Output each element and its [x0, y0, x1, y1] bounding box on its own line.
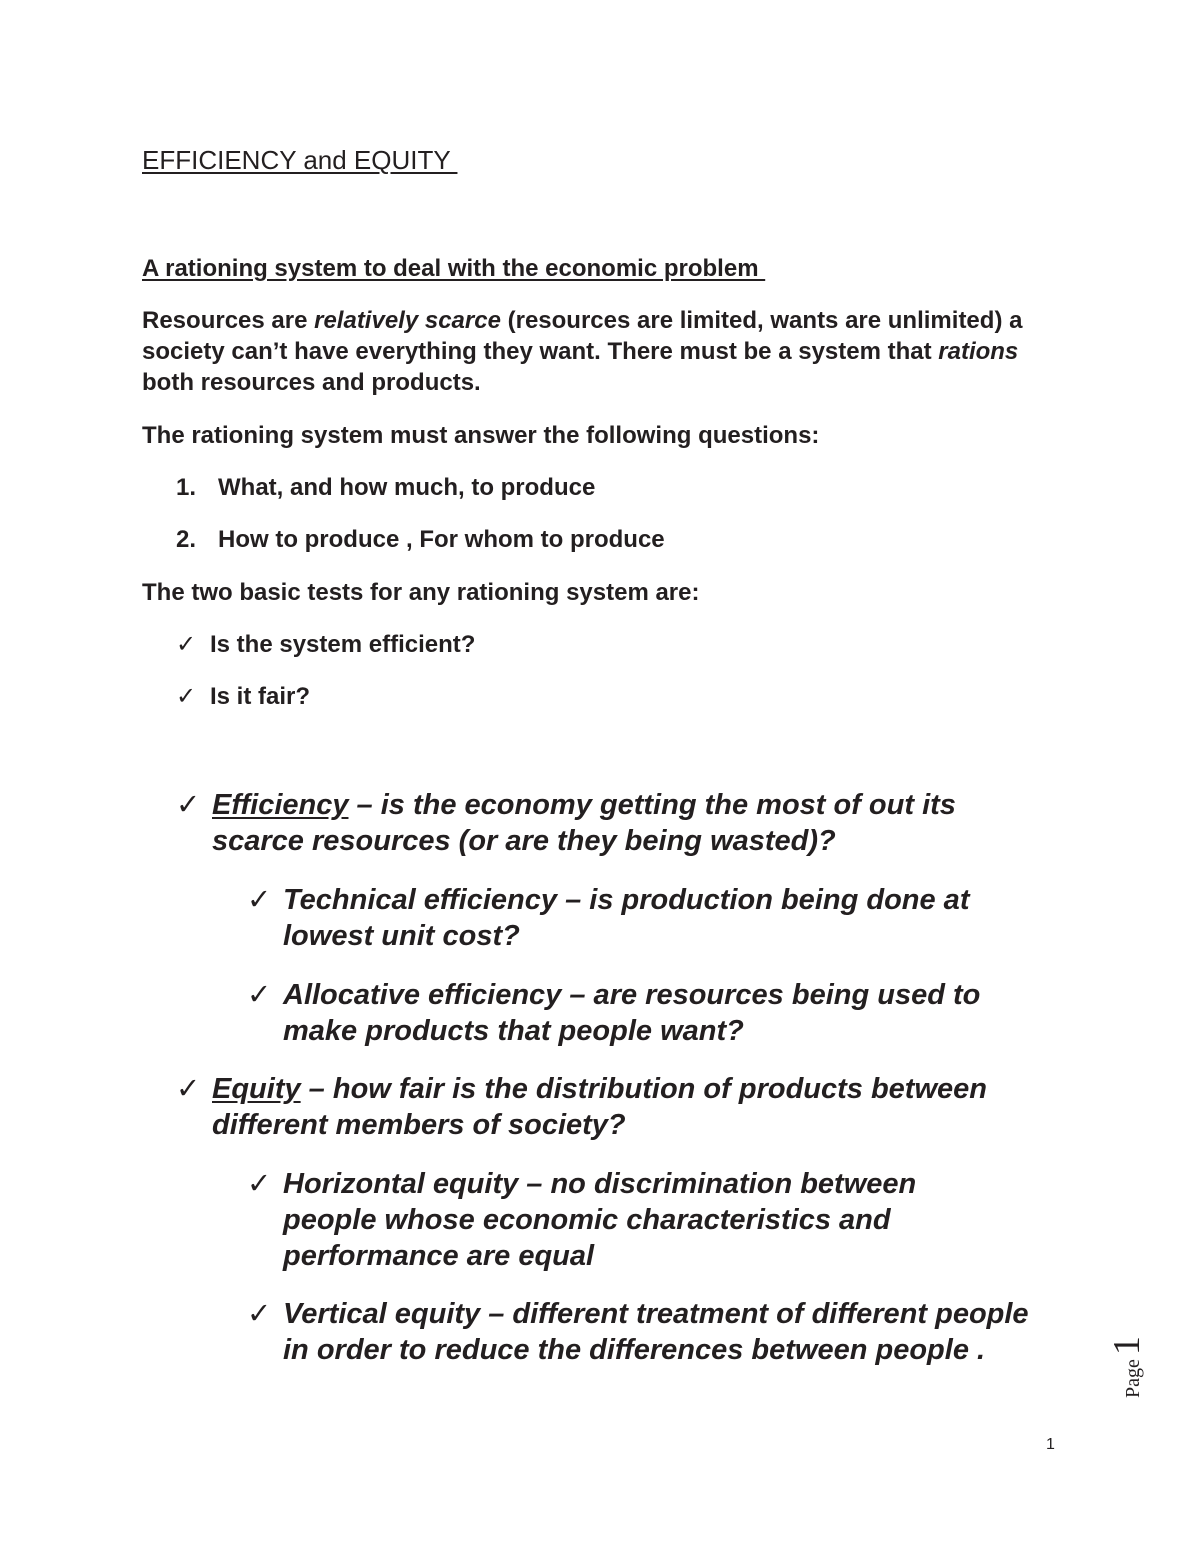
- checkmark-icon: ✓: [176, 1073, 201, 1105]
- vertical-equity-item: [247, 1296, 1047, 1406]
- checklist-text: Is it fair?: [210, 683, 311, 710]
- checklist-item: [176, 681, 310, 713]
- checkmark-icon: ✓: [176, 631, 197, 658]
- checkmark-icon: ✓: [247, 1168, 272, 1200]
- page-title: EFFICIENCY and EQUITY: [142, 145, 458, 175]
- horizontal-equity-text: Horizontal equity – no discrimination between people whose economic characteristics and performance are equal: [283, 1168, 917, 1272]
- list-text: What, and how much, to produce: [218, 474, 596, 501]
- checklist-text: Is the system efficient?: [210, 631, 476, 658]
- page-label-digit: 1: [1106, 1336, 1148, 1356]
- intro-text-c: (resources are limited, wants are unlimited) a society can’t have everything they want. There must be a system that: [142, 307, 1023, 365]
- tests-intro: The two basic tests for any rationing system are:: [142, 579, 700, 606]
- checkmark-icon: ✓: [247, 1298, 272, 1330]
- section-heading: A rationing system to deal with the economic problem: [142, 255, 766, 282]
- vertical-equity-text: Vertical equity – different treatment of different people in order to reduce the differences between people .: [283, 1298, 1029, 1366]
- allocative-efficiency-item: [247, 977, 1047, 1053]
- efficiency-item: [176, 787, 1056, 863]
- technical-efficiency-item: [247, 882, 1047, 958]
- checkmark-icon: ✓: [247, 884, 272, 916]
- list-text: How to produce , For whom to produce: [218, 526, 665, 553]
- equity-text: [212, 1071, 1057, 1143]
- efficiency-term: Efficiency: [212, 789, 349, 821]
- list-item: [176, 524, 876, 556]
- checkmark-icon: ✓: [247, 979, 272, 1011]
- intro-text-a: Resources are: [142, 307, 315, 334]
- equity-item: [176, 1071, 1056, 1147]
- checklist-item: [176, 629, 475, 661]
- intro-italic-scarce: relatively scarce: [314, 307, 501, 334]
- equity-definition: – how fair is the distribution of products between different members of society?: [212, 1073, 987, 1141]
- page-label: [1105, 1336, 1149, 1398]
- list-number: 2.: [176, 526, 197, 553]
- efficiency-definition: – is the economy getting the most of out its scarce resources (or are they being wasted)?: [212, 789, 956, 857]
- list-number: 1.: [176, 474, 197, 501]
- allocative-efficiency-text: Allocative efficiency – are resources being used to make products that people want?: [283, 979, 981, 1047]
- footer-page-number: 1: [1046, 1436, 1055, 1453]
- checkmark-icon: ✓: [176, 789, 201, 821]
- intro-text-e: both resources and products.: [142, 369, 481, 396]
- page-label-word: Page: [1122, 1359, 1144, 1398]
- intro-italic-rations: rations: [938, 338, 1019, 365]
- technical-efficiency-text: Technical efficiency – is production being done at lowest unit cost?: [283, 884, 970, 952]
- efficiency-text: [212, 787, 1042, 859]
- intro-paragraph: [142, 305, 1042, 398]
- checkmark-icon: ✓: [176, 683, 197, 710]
- horizontal-equity-item: [247, 1166, 1047, 1276]
- questions-intro: The rationing system must answer the following questions:: [142, 422, 820, 449]
- equity-term: Equity: [212, 1073, 301, 1105]
- list-item: [176, 472, 876, 504]
